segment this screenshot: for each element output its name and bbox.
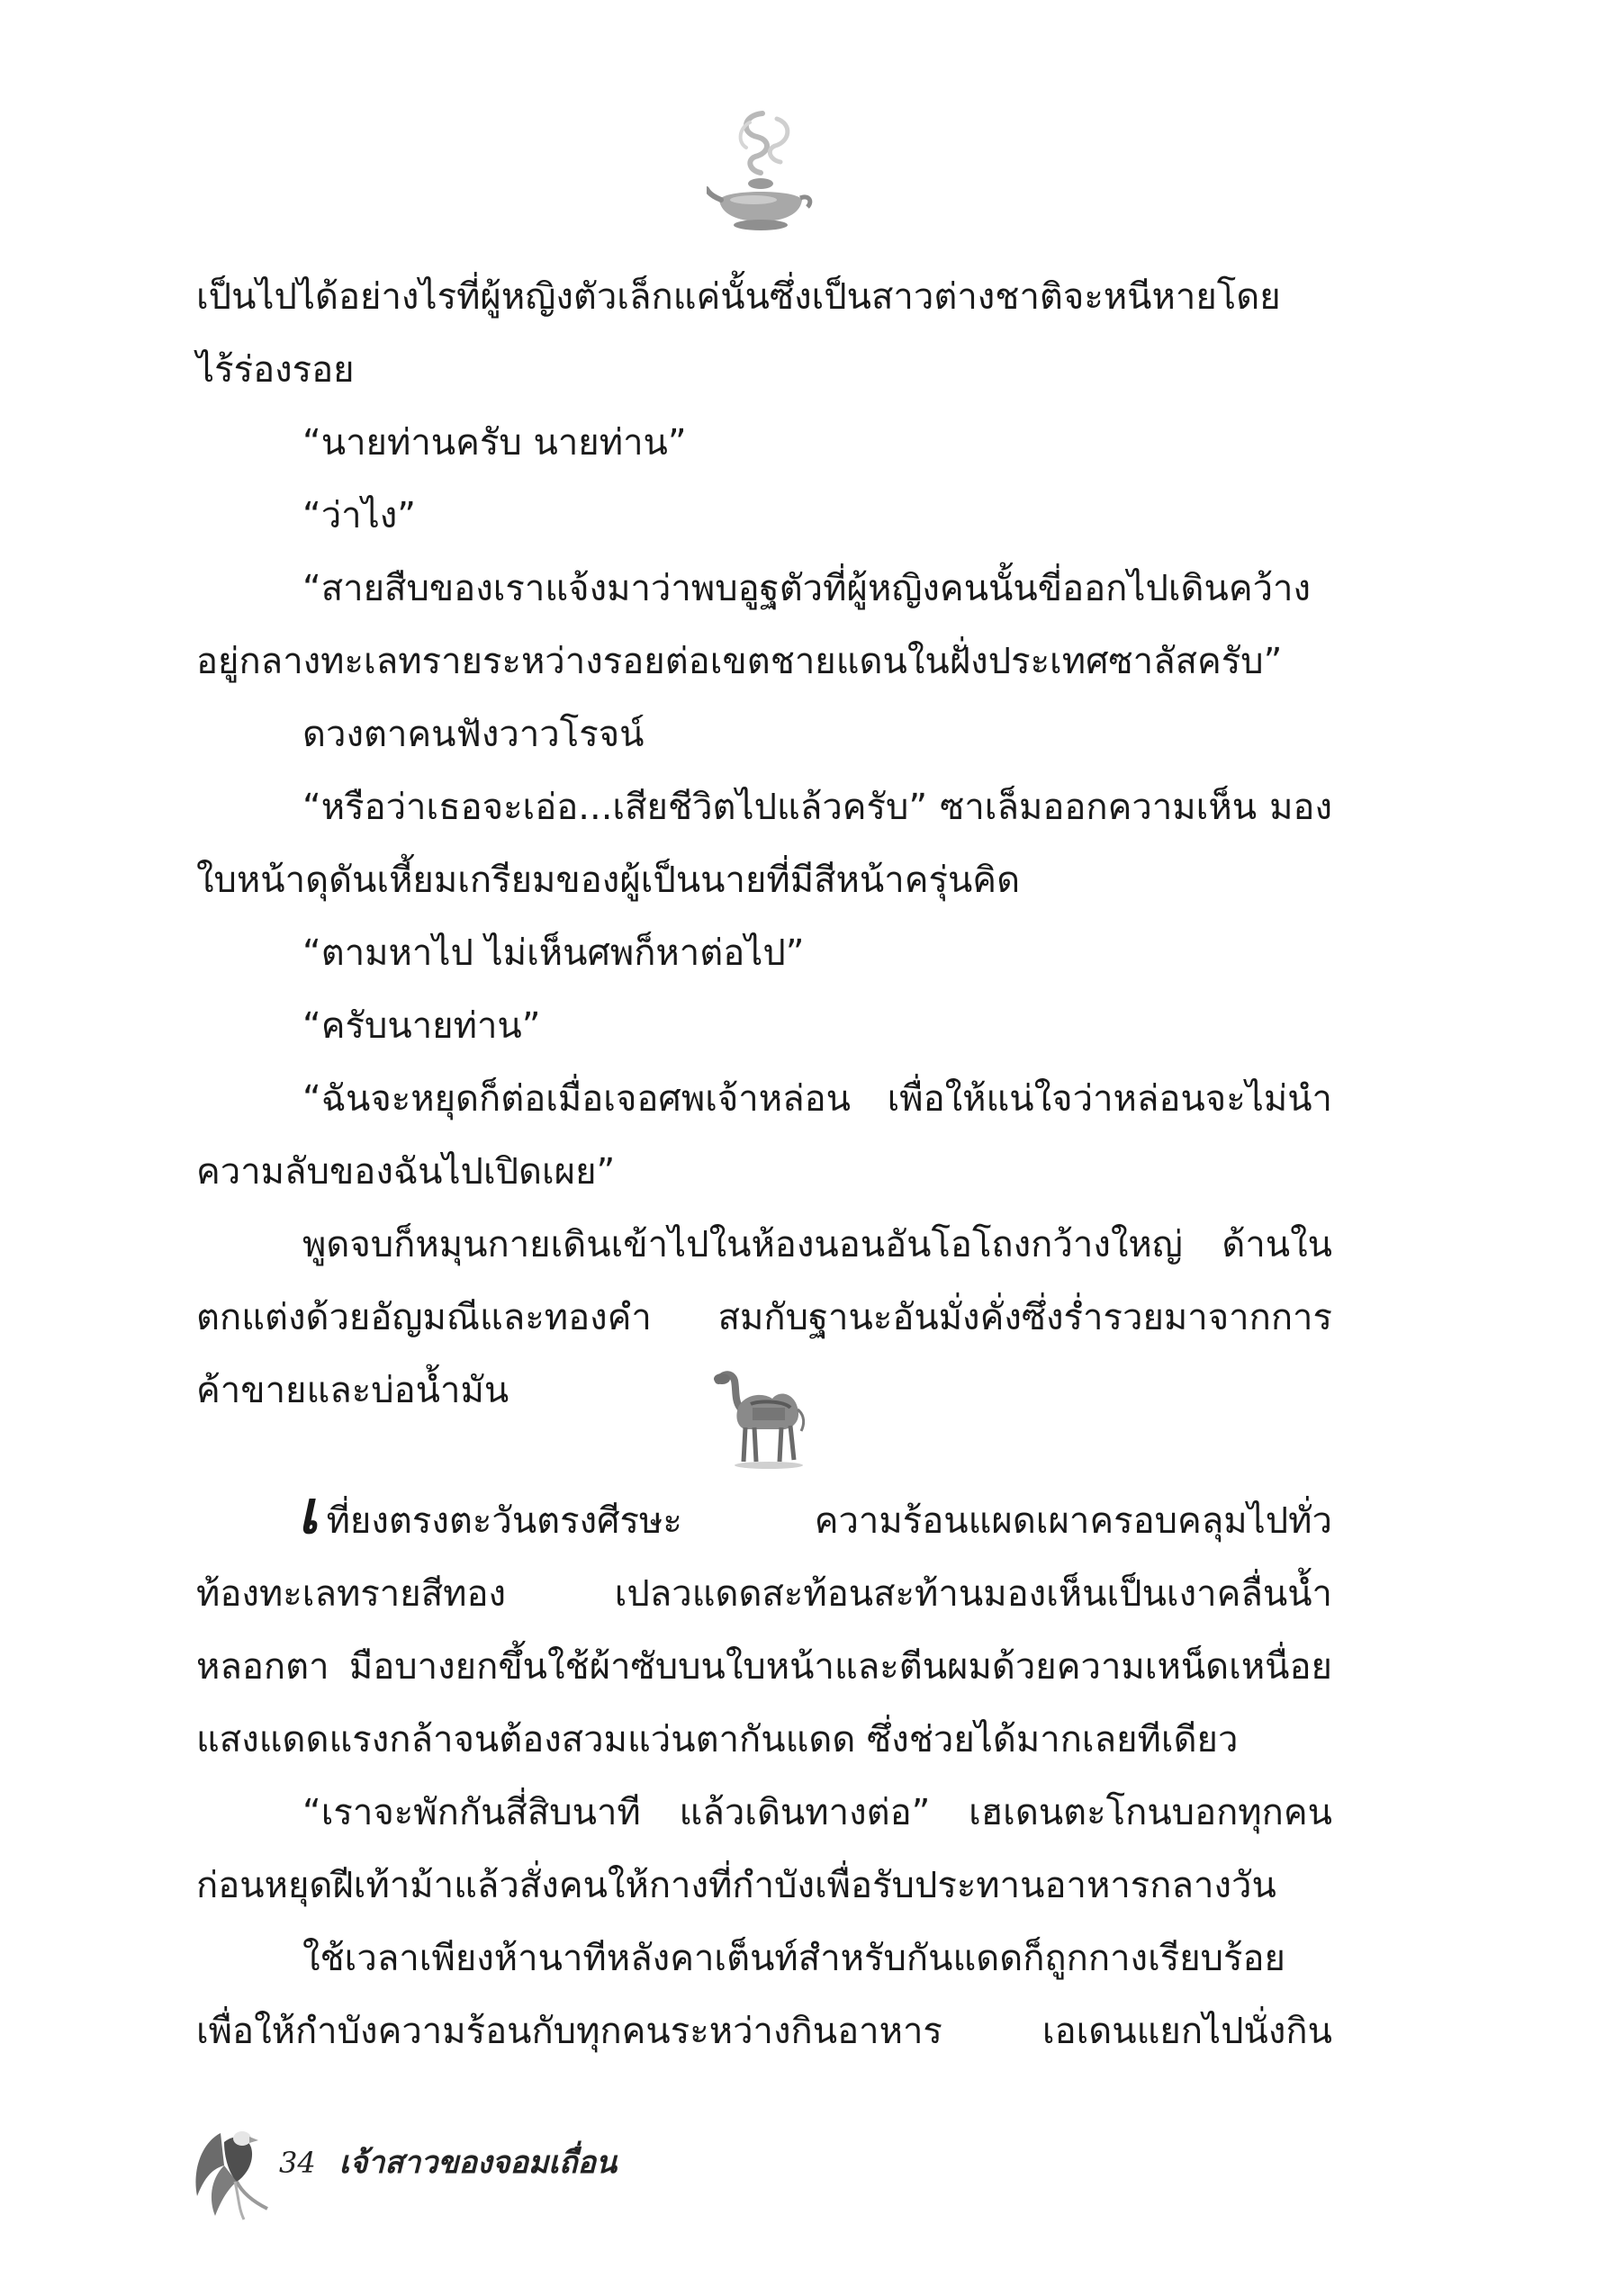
section-1-text — [196, 261, 1332, 1427]
book-title: เจ้าสาวของจอมเถื่อน — [338, 2145, 618, 2181]
text-line: ดวงตาคนฟังวาวโรจน์ — [302, 714, 645, 755]
text-line — [196, 1477, 1332, 1558]
page-footer — [279, 2138, 617, 2186]
text-line: ตกแต่งด้วยอัญมณีและทองคำ สมกับฐานะอันมั่งคั่งซึ่งร่ำรวยมาจากการ — [196, 1297, 1332, 1338]
dialogue-line: “ว่าไง” — [302, 495, 417, 536]
text-line: อยู่กลางทะเลทรายระหว่างรอยต่อเขตชายแดนในฝั่งประเทศซาลัสครับ” — [196, 641, 1283, 682]
camel-icon — [711, 1368, 810, 1472]
text-line: หลอกตา มือบางยกขึ้นใช้ผ้าซับบนใบหน้าและตีนผมด้วยความเหน็ดเหนื่อย — [196, 1646, 1332, 1688]
eagle-icon — [185, 2115, 284, 2223]
dialogue-line: “เราจะพักกันสี่สิบนาที แล้วเดินทางต่อ” เฮเดนตะโกนบอกทุกคน — [302, 1792, 1332, 1833]
text-line: ก่อนหยุดฝีเท้าม้าแล้วสั่งคนให้กางที่กำบังเพื่อรับประทานอาหารกลางวัน — [196, 1865, 1276, 1906]
text-line: เป็นไปได้อย่างไรที่ผู้หญิงตัวเล็กแค่นั้นซึ่งเป็นสาวต่างชาติจะหนีหายโดย — [196, 276, 1281, 318]
dialogue-line: “ฉันจะหยุดก็ต่อเมื่อเจอศพเจ้าหล่อน เพื่อให้แน่ใจว่าหล่อนจะไม่นำ — [302, 1078, 1332, 1120]
text-line: แสงแดดแรงกล้าจนต้องสวมแว่นตากันแดด ซึ่งช่วยได้มากเลยทีเดียว — [196, 1719, 1239, 1760]
dialogue-line: “นายท่านครับ นายท่าน” — [302, 422, 687, 464]
text-line: ค้าขายและบ่อน้ำมัน — [196, 1370, 509, 1411]
text-line: ไร้ร่องรอย — [196, 349, 355, 391]
drop-cap: เ — [294, 1477, 330, 1547]
dialogue-line: “สายสืบของเราแจ้งมาว่าพบอูฐตัวที่ผู้หญิงคนนั้นขี่ออกไปเดินคว้าง — [302, 568, 1312, 609]
dialogue-line: “ครับนายท่าน” — [302, 1005, 541, 1047]
page-number: 34 — [279, 2146, 316, 2180]
text-line-rest: ที่ยงตรงตะวันตรงศีรษะ ความร้อนแผดเผาครอบคลุมไปทั่ว — [326, 1500, 1332, 1542]
genie-lamp-icon — [707, 106, 815, 241]
dialogue-line: “หรือว่าเธอจะเอ่อ...เสียชีวิตไปแล้วครับ” ซาเล็มออกความเห็น มอง — [302, 787, 1332, 828]
text-line: ความลับของฉันไปเปิดเผย” — [196, 1151, 616, 1193]
text-line: พูดจบก็หมุนกายเดินเข้าไปในห้องนอนอันโอโถงกว้างใหญ่ ด้านใน — [302, 1224, 1332, 1265]
text-line: เพื่อให้กำบังความร้อนกับทุกคนระหว่างกินอาหาร เอเดนแยกไปนั่งกิน — [196, 2011, 1332, 2052]
section-2-text — [196, 1477, 1332, 2068]
text-line: ท้องทะเลทรายสีทอง เปลวแดดสะท้อนสะท้านมองเห็นเป็นเงาคลื่นน้ำ — [196, 1573, 1332, 1615]
dialogue-line: “ตามหาไป ไม่เห็นศพก็หาต่อไป” — [302, 932, 805, 974]
text-line: ใบหน้าดุดันเหี้ยมเกรียมของผู้เป็นนายที่มีสีหน้าครุ่นคิด — [196, 860, 1021, 901]
text-line: ใช้เวลาเพียงห้านาทีหลังคาเต็นท์สำหรับกันแดดก็ถูกกางเรียบร้อย — [302, 1938, 1285, 1979]
